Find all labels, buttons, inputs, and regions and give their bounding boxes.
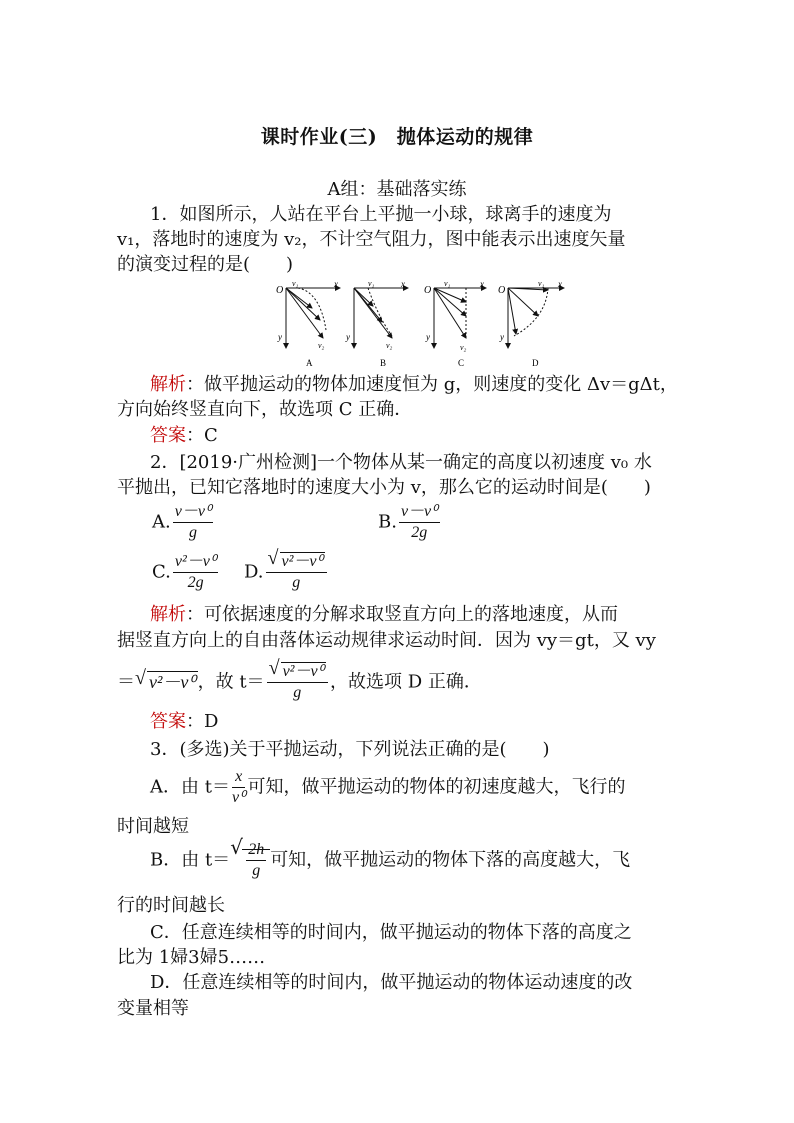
svg-text:v₁: v₁ [368,279,375,288]
q3-option-c-line1: C．任意连续相等的时间内，做平抛运动的物体下落的高度之 [150,922,632,943]
svg-text:x: x [558,279,562,289]
section-heading: A组：基础落实练 [327,179,467,200]
svg-text:O: O [276,285,284,296]
svg-text:y: y [346,332,350,342]
q1-answer: 答案：C [150,425,218,446]
answer-label: 答案 [150,425,186,446]
velocity-diagrams-figure [268,278,568,370]
q2-answer: 答案：D [150,711,219,732]
q3-line1: 3．(多选)关于平抛运动，下列说法正确的是( ) [150,739,550,760]
diagram-a [276,279,340,368]
svg-text:x: x [334,279,338,289]
q1-line2: v₁，落地时的速度为 v₂，不计空气阻力，图中能表示出速度矢量 [117,229,626,250]
svg-text:v₁: v₁ [538,279,545,288]
q2-line2: 平抛出，已知它落地时的速度大小为 v，那么它的运动时间是( ) [117,477,651,498]
q1-line3: 的演变过程的是( ) [117,254,294,275]
svg-text:y: y [278,332,282,342]
q3-option-a-line2: 时间越短 [117,816,189,837]
diagram-d [498,279,564,368]
svg-text:O: O [498,285,506,296]
q1-analysis-line2: 方向始终竖直向下，故选项 C 正确． [117,399,413,420]
q2-analysis-line1: 解析：可依据速度的分解求取竖直方向上的落地速度，从而 [150,604,618,625]
svg-text:B: B [380,358,387,368]
q2-option-d: D. √ $\frac{\text{v²－v⁰}}{g}$ [244,552,329,593]
svg-text:C: C [458,358,465,368]
svg-text:v₁: v₁ [292,279,299,288]
page-title: 课时作业(三) 抛体运动的规律 [260,126,534,148]
q1-line1: 1．如图所示，人站在平台上平抛一小球，球离手的速度为 [150,204,612,225]
q2-analysis-line3: ＝√ v²－v⁰ ，故 t＝ √ $\frac{\text{v²－v⁰}}{g}$ ，故选项 D 正确． [117,662,482,703]
q3-option-a: A．由 t＝ $\frac{x}{\text{v⁰}}$ 可知，做平抛运动的物体的初速度越大，飞行的 [150,768,626,806]
q3-option-b: B．由 t＝ √ $\frac{2h}{g}$ 可知，做平抛运动的物体下落的高度越大，飞 [150,840,630,881]
q2-option-c: C. $\frac{\text{v²－v⁰}}{2g}$ [152,553,217,591]
q2-option-a: A. $\frac{\text{v－v⁰}}{g}$ [152,503,212,541]
q3-option-d-line2: 变量相等 [117,998,189,1019]
q3-option-c-line2: 比为 1婦3婦5…… [117,947,266,968]
svg-text:v₂: v₂ [318,341,325,350]
answer-label: 答案 [150,711,186,732]
svg-text:D: D [532,358,539,368]
svg-text:O: O [424,285,432,296]
q2-option-b: B. $\frac{\text{v－v⁰}}{2g}$ [378,503,438,541]
svg-text:y: y [500,332,504,342]
svg-text:v₁: v₁ [444,279,451,288]
svg-text:x: x [480,279,484,289]
q2-analysis-line2: 据竖直方向上的自由落体运动规律求运动时间．因为 vy＝gt，又 vy [117,630,656,651]
q2-line1: 2．[2019·广州检测]一个物体从某一确定的高度以初速度 v₀ 水 [150,452,652,473]
q3-option-b-line2: 行的时间越长 [117,895,225,916]
svg-text:v₂: v₂ [386,341,393,350]
q1-analysis-line1: 解析：做平抛运动的物体加速度恒为 g，则速度的变化 Δv＝gΔt， [150,374,678,395]
q3-option-d-line1: D．任意连续相等的时间内，做平抛运动的物体运动速度的改 [150,972,633,993]
svg-text:y: y [426,332,430,342]
diagram-b [345,279,408,368]
analysis-label: 解析 [150,604,186,625]
svg-text:x: x [401,279,405,289]
svg-text:v₂: v₂ [460,343,467,352]
analysis-label: 解析 [150,374,186,395]
svg-text:A: A [306,358,313,368]
diagram-c [424,279,486,368]
